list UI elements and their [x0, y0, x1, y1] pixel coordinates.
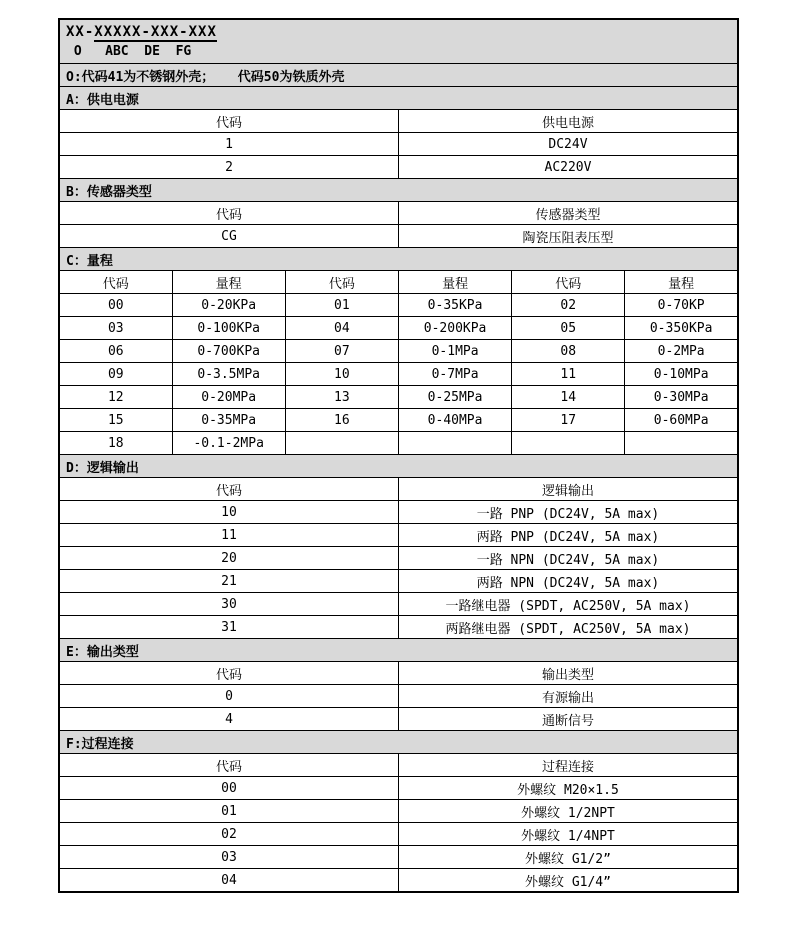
- value-cell: 0-100KPa: [172, 317, 285, 340]
- value-cell: 两路继电器 (SPDT, AC250V, 5A max): [398, 616, 738, 639]
- value-cell: 0-40MPa: [398, 409, 511, 432]
- column-header-cell: 逻辑输出: [398, 478, 738, 501]
- value-cell: 0-30MPa: [625, 386, 738, 409]
- value-cell: [625, 432, 738, 455]
- code-cell: 06: [59, 340, 172, 363]
- code-cell: 00: [59, 294, 172, 317]
- spec-document-page: [58, 18, 739, 893]
- code-cell: 01: [59, 800, 398, 823]
- code-cell: 03: [59, 317, 172, 340]
- table-row: [59, 317, 738, 340]
- code-cell: [285, 432, 398, 455]
- code-cell: 01: [285, 294, 398, 317]
- section-title-row-E: [59, 639, 738, 662]
- code-cell: 11: [59, 524, 398, 547]
- table-row: [59, 409, 738, 432]
- column-header-cell: 代码: [59, 478, 398, 501]
- value-cell: 0-350KPa: [625, 317, 738, 340]
- code-cell: 16: [285, 409, 398, 432]
- column-header-cell: 代码: [59, 754, 398, 777]
- value-cell: 0-7MPa: [398, 363, 511, 386]
- code-cell: [512, 432, 625, 455]
- value-cell: 0-200KPa: [398, 317, 511, 340]
- code-cell: 17: [512, 409, 625, 432]
- table-row: [59, 800, 738, 823]
- code-cell: 09: [59, 363, 172, 386]
- code-cell: 03: [59, 846, 398, 869]
- column-header-row: [59, 202, 738, 225]
- model-code-row: [59, 19, 738, 64]
- value-cell: 两路 PNP (DC24V, 5A max): [398, 524, 738, 547]
- value-cell: 有源输出: [398, 685, 738, 708]
- table-row: [59, 616, 738, 639]
- table-row: [59, 294, 738, 317]
- value-cell: 0-3.5MPa: [172, 363, 285, 386]
- section-title: F:过程连接: [59, 731, 738, 754]
- section-title-row-D: [59, 455, 738, 478]
- column-header-cell: 代码: [59, 271, 172, 294]
- code-cell: 15: [59, 409, 172, 432]
- code-cell: CG: [59, 225, 398, 248]
- section-title: C：量程: [59, 248, 738, 271]
- table-row: [59, 225, 738, 248]
- column-header-cell: 输出类型: [398, 662, 738, 685]
- table-row: [59, 501, 738, 524]
- value-cell: 两路 NPN (DC24V, 5A max): [398, 570, 738, 593]
- code-cell: 00: [59, 777, 398, 800]
- code-cell: 18: [59, 432, 172, 455]
- value-cell: 0-20MPa: [172, 386, 285, 409]
- value-cell: 通断信号: [398, 708, 738, 731]
- section-title: O:代码41为不锈钢外壳； 代码50为铁质外壳: [59, 64, 738, 87]
- section-title-row-C: [59, 248, 738, 271]
- value-cell: 外螺纹 M20×1.5: [398, 777, 738, 800]
- value-cell: 外螺纹 1/2NPT: [398, 800, 738, 823]
- code-cell: 08: [512, 340, 625, 363]
- value-cell: 0-1MPa: [398, 340, 511, 363]
- column-header-cell: 代码: [512, 271, 625, 294]
- column-header-cell: 量程: [398, 271, 511, 294]
- code-cell: 1: [59, 133, 398, 156]
- table-row: [59, 823, 738, 846]
- code-cell: 21: [59, 570, 398, 593]
- column-header-cell: 过程连接: [398, 754, 738, 777]
- value-cell: 陶瓷压阻表压型: [398, 225, 738, 248]
- table-row: [59, 777, 738, 800]
- table-row: [59, 363, 738, 386]
- table-row: [59, 386, 738, 409]
- value-cell: 一路继电器 (SPDT, AC250V, 5A max): [398, 593, 738, 616]
- ordering-code-table: [58, 18, 739, 893]
- column-header-cell: 代码: [59, 110, 398, 133]
- table-row: [59, 156, 738, 179]
- code-cell: 4: [59, 708, 398, 731]
- code-cell: 14: [512, 386, 625, 409]
- table-row: [59, 432, 738, 455]
- code-cell: 02: [59, 823, 398, 846]
- table-row: [59, 340, 738, 363]
- code-cell: 2: [59, 156, 398, 179]
- table-row: [59, 133, 738, 156]
- section-title: E：输出类型: [59, 639, 738, 662]
- section-title-row-F: [59, 731, 738, 754]
- value-cell: 0-70KP: [625, 294, 738, 317]
- value-cell: 0-2MPa: [625, 340, 738, 363]
- value-cell: 0-700KPa: [172, 340, 285, 363]
- column-header-cell: 量程: [625, 271, 738, 294]
- code-cell: 0: [59, 685, 398, 708]
- column-header-cell: 代码: [59, 202, 398, 225]
- column-header-row: [59, 110, 738, 133]
- code-cell: 13: [285, 386, 398, 409]
- table-row: [59, 846, 738, 869]
- table-row: [59, 570, 738, 593]
- section-title: D：逻辑输出: [59, 455, 738, 478]
- column-header-cell: 供电电源: [398, 110, 738, 133]
- code-cell: 31: [59, 616, 398, 639]
- column-header-cell: 传感器类型: [398, 202, 738, 225]
- value-cell: 一路 NPN (DC24V, 5A max): [398, 547, 738, 570]
- code-cell: 04: [59, 869, 398, 893]
- value-cell: 外螺纹 G1/4”: [398, 869, 738, 893]
- code-cell: 05: [512, 317, 625, 340]
- column-header-row: [59, 754, 738, 777]
- column-header-cell: 代码: [285, 271, 398, 294]
- code-cell: 10: [59, 501, 398, 524]
- section-title: B：传感器类型: [59, 179, 738, 202]
- table-row: [59, 593, 738, 616]
- table-row: [59, 869, 738, 893]
- value-cell: 0-60MPa: [625, 409, 738, 432]
- section-title-row-B: [59, 179, 738, 202]
- model-code-cell: [59, 19, 738, 64]
- code-cell: 30: [59, 593, 398, 616]
- column-header-row: [59, 271, 738, 294]
- value-cell: 一路 PNP (DC24V, 5A max): [398, 501, 738, 524]
- column-header-row: [59, 662, 738, 685]
- value-cell: 0-20KPa: [172, 294, 285, 317]
- value-cell: DC24V: [398, 133, 738, 156]
- table-row: [59, 524, 738, 547]
- column-header-row: [59, 478, 738, 501]
- section-title: A：供电电源: [59, 87, 738, 110]
- code-cell: 02: [512, 294, 625, 317]
- table-row: [59, 547, 738, 570]
- section-title-row-O: [59, 64, 738, 87]
- code-position-letters: O ABC DE FG: [66, 44, 192, 59]
- code-cell: 20: [59, 547, 398, 570]
- code-cell: 07: [285, 340, 398, 363]
- table-row: [59, 685, 738, 708]
- model-code-prefix: XX-: [66, 24, 95, 40]
- column-header-cell: 量程: [172, 271, 285, 294]
- code-cell: 04: [285, 317, 398, 340]
- column-header-cell: 代码: [59, 662, 398, 685]
- model-code: [66, 23, 731, 42]
- value-cell: -0.1-2MPa: [172, 432, 285, 455]
- value-cell: 外螺纹 1/4NPT: [398, 823, 738, 846]
- value-cell: 0-25MPa: [398, 386, 511, 409]
- code-cell: 11: [512, 363, 625, 386]
- code-cell: 10: [285, 363, 398, 386]
- value-cell: [398, 432, 511, 455]
- model-code-underlined: XXXXX-XXX-XXX: [94, 24, 217, 40]
- section-title-row-A: [59, 87, 738, 110]
- value-cell: 外螺纹 G1/2”: [398, 846, 738, 869]
- value-cell: AC220V: [398, 156, 738, 179]
- value-cell: 0-35KPa: [398, 294, 511, 317]
- value-cell: 0-10MPa: [625, 363, 738, 386]
- table-row: [59, 708, 738, 731]
- value-cell: 0-35MPa: [172, 409, 285, 432]
- code-cell: 12: [59, 386, 172, 409]
